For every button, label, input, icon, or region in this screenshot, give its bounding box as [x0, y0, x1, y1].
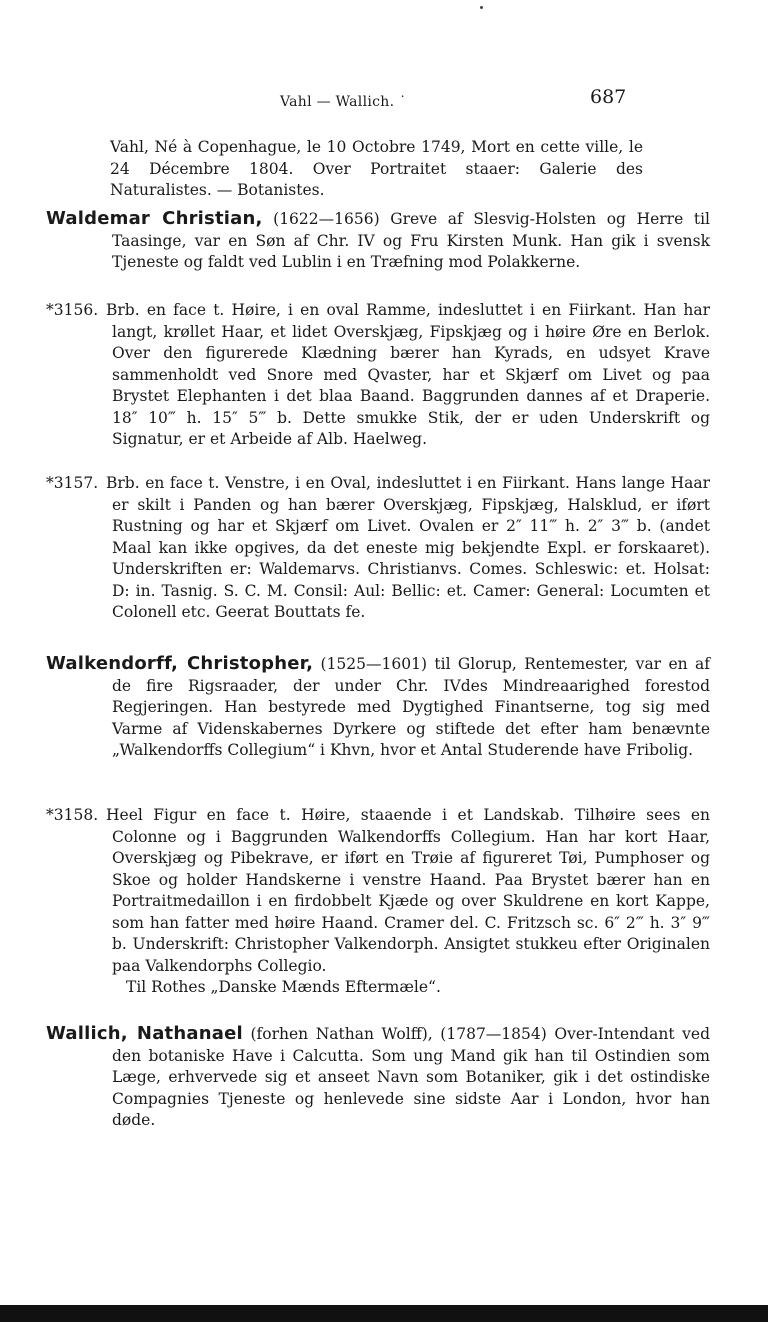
running-header	[0, 86, 768, 116]
entry-number: *3157.	[46, 474, 99, 492]
entry-text: (forhen Nathan Wolff), (1787—1854) Over-Intendant ved den botaniske Have i Calcutta. Som ung Mand gik han til Ostindien som Læge, erhvervede sig et anseet Navn som Botaniker, gik i det ostindiske Compagnies Tjeneste og henlevede sine sidste Aar i London, hvor han døde.	[112, 1025, 710, 1129]
entry-number: *3158.	[46, 806, 99, 824]
catalogue-entry-3158	[46, 805, 710, 999]
bottom-scan-edge	[0, 1305, 768, 1322]
entry-vahl-continuation	[110, 137, 643, 202]
entry-reference: Til Rothes „Danske Mænds Eftermæle“.	[126, 978, 441, 996]
entry-text: Vahl, Né à Copenhague, le 10 Octobre 1749, Mort en cette ville, le 24 Décembre 1804. Over Portraitet staaer: Galerie des Naturalistes. — Botanistes.	[110, 138, 643, 199]
entry-text: Brb. en face t. Venstre, i en Oval, indesluttet i en Fiirkant. Hans lange Haar er skilt i Panden og han bærer Overskjæg, Fipskjæg, Halsklud, er iført Rustning og har et Skjærf om Livet. Ovalen er 2″ 11‴ h. 2″ 3‴ b. (andet Maal kan ikke opgives, da det eneste mig bekjendte Expl. er forskaaret). Underskriften er: Waldemarvs. Christianvs. Comes. Schleswic: et. Holsat: D: in. Tasnig. S. C. M. Consil: Aul: Bellic: et. Camer: General: Locumten et Colonell etc. Geerat Bouttats fe.	[106, 474, 710, 621]
entry-text: Heel Figur en face t. Høire, staaende i et Landskab. Tilhøire sees en Colonne og i Baggrunden Walkendorffs Collegium. Han har kort Haar, Overskjæg og Pibekrave, er iført en Trøie af figureret Tøi, Pumphoser og Skoe og holder Handskerne i venstre Haand. Paa Brystet bærer han en Portraitmedaillon i en firdobbelt Kjæde og over Skuldrene en kort Kappe, som han fatter med høire Haand. Cramer del. C. Fritzsch sc. 6″ 2‴ h. 3″ 9‴ b. Underskrift: Christopher Valkendorph. Ansigtet stukkeu efter Originalen paa Valkendorphs Collegio.	[106, 806, 710, 975]
page-number: 687	[590, 86, 627, 108]
entry-heading: Wallich, Nathanael	[46, 1023, 243, 1044]
entry-text: (1622—1656) Greve af Slesvig-Holsten og Herre til Taasinge, var en Søn af Chr. IV og Fru Kirsten Munk. Han gik i svensk Tjeneste og faldt ved Lublin i en Træfning mod Polakkerne.	[112, 210, 711, 271]
entry-text: (1525—1601) til Glorup, Rentemester, var en af de fire Rigsraader, der under Chr. IVdes Mindreaarighed forestod Regjeringen. Han bestyrede med Dygtighed Finantserne, tog sig med Varme af Videnskabernes Dyrkere og stiftede det efter ham benævnte „Walkendorffs Collegium“ i Khvn, hvor et Antal Studerende have Fribolig.	[112, 655, 710, 759]
entry-text: Brb. en face t. Høire, i en oval Ramme, indesluttet i en Fiirkant. Han har langt, krøllet Haar, et lidet Overskjæg, Fipskjæg og i høire Øre en Berlok. Over den figurerede Klædning bærer han Kyrads, en udsyet Krave sammenholdt ved Snore med Qvaster, har et Skjærf om Livet og paa Brystet Elephanten i det blaa Baand. Baggrunden dannes af et Draperie. 18″ 10‴ h. 15″ 5‴ b. Dette smukke Stik, der er uden Underskrift og Signatur, er et Arbeide af Alb. Haelweg.	[106, 301, 710, 448]
entry-waldemar-christian	[46, 208, 710, 274]
entry-wallich-nathanael	[46, 1023, 710, 1132]
entry-heading: Waldemar Christian,	[46, 208, 263, 229]
catalogue-entry-3157	[46, 473, 710, 624]
entry-heading: Walkendorff, Christopher,	[46, 653, 314, 674]
catalogue-entry-3156	[46, 300, 710, 451]
running-title: Vahl — Wallich. ˙	[280, 94, 407, 110]
speck-mark	[480, 6, 483, 9]
entry-number: *3156.	[46, 301, 99, 319]
entry-walkendorff-christopher	[46, 653, 710, 762]
